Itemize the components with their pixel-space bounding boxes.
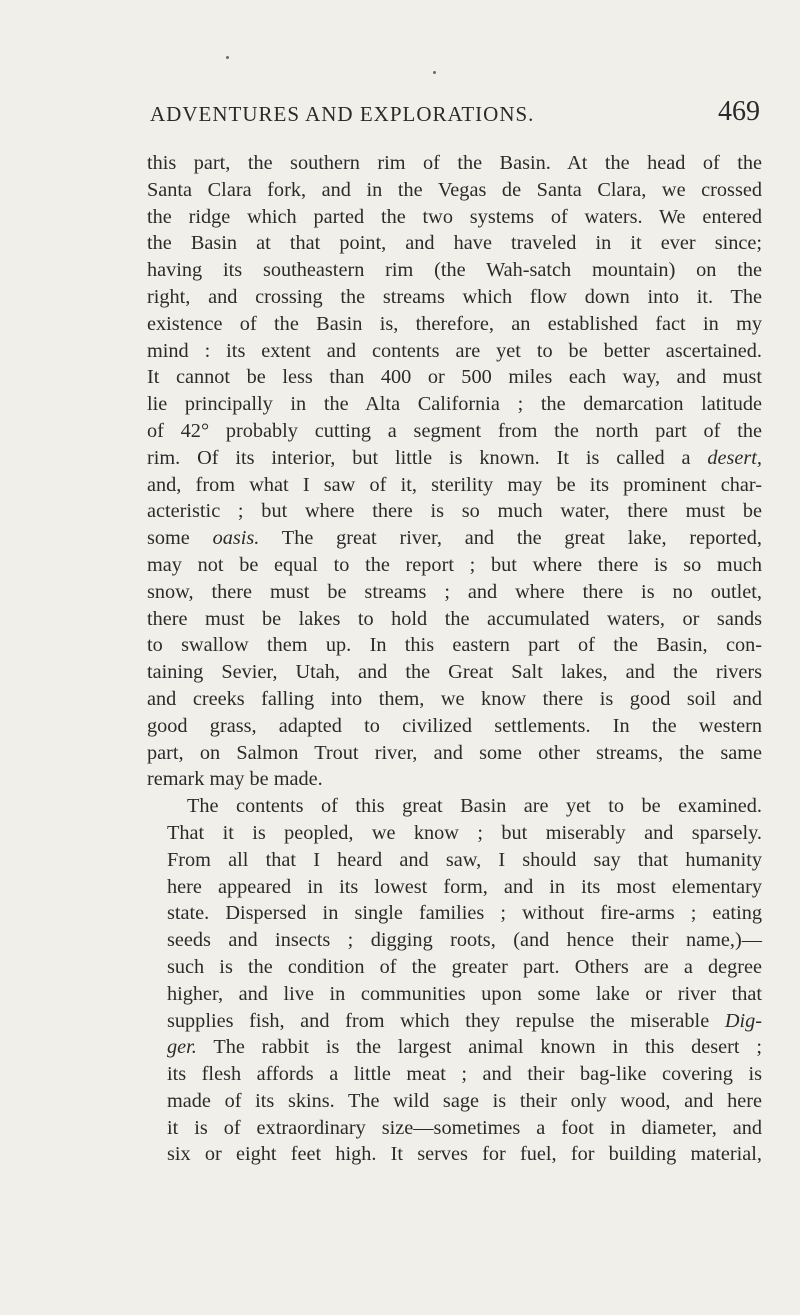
text-line: From all that I heard and saw, I should say that humanity: [167, 848, 762, 871]
text-line: higher, and live in communities upon some lake or river that: [167, 982, 762, 1005]
text-line: the Basin at that point, and have traveled in it ever since;: [147, 232, 762, 255]
text-line: state. Dispersed in single families ; without fire-arms ; eating: [167, 902, 762, 925]
print-speck: [433, 71, 436, 74]
running-head: ADVENTURES AND EXPLORATIONS.: [150, 102, 535, 126]
text-line: here appeared in its lowest form, and in its most elementary: [167, 875, 762, 898]
text-line: rim. Of its interior, but little is known. It is called a desert,: [147, 446, 762, 469]
text-line: The contents of this great Basin are yet to be examined.: [187, 795, 762, 818]
text-line: part, on Salmon Trout river, and some other streams, the same: [147, 741, 762, 764]
text-line: some oasis. The great river, and the great lake, reported,: [147, 527, 762, 550]
text-line: existence of the Basin is, therefore, an established fact in my: [147, 312, 762, 335]
text-line: taining Sevier, Utah, and the Great Salt lakes, and the rivers: [147, 661, 762, 684]
page-header: [150, 96, 760, 136]
text-line: its flesh affords a little meat ; and their bag-like covering is: [167, 1063, 762, 1086]
text-line: it is of extraordinary size—sometimes a foot in diameter, and: [167, 1116, 762, 1139]
print-speck: [226, 56, 229, 59]
text-line: there must be lakes to hold the accumulated waters, or sands: [147, 607, 762, 630]
text-line: remark may be made.: [147, 768, 323, 791]
text-line: made of its skins. The wild sage is their only wood, and here: [167, 1089, 762, 1112]
text-line: lie principally in the Alta California ; the demarcation latitude: [147, 393, 762, 416]
text-line: snow, there must be streams ; and where there is no outlet,: [147, 580, 762, 603]
text-line: to swallow them up. In this eastern part of the Basin, con-: [147, 634, 762, 657]
body-text: [147, 150, 762, 1168]
page-number: 469: [718, 96, 760, 127]
text-line: That it is peopled, we know ; but miserably and sparsely.: [167, 821, 762, 844]
text-line: six or eight feet high. It serves for fuel, for building material,: [167, 1143, 762, 1166]
text-line: and, from what I saw of it, sterility may be its prominent char-: [147, 473, 762, 496]
text-line: and creeks falling into them, we know there is good soil and: [147, 687, 762, 710]
text-line: such is the condition of the greater part. Others are a degree: [167, 955, 762, 978]
text-line: It cannot be less than 400 or 500 miles each way, and must: [147, 366, 762, 389]
text-line: ger. The rabbit is the largest animal known in this desert ;: [167, 1036, 762, 1059]
text-line: of 42° probably cutting a segment from the north part of the: [147, 419, 762, 442]
text-line: having its southeastern rim (the Wah-satch mountain) on the: [147, 259, 762, 282]
text-line: seeds and insects ; digging roots, (and hence their name,)—: [167, 929, 762, 952]
text-line: acteristic ; but where there is so much water, there must be: [147, 500, 762, 523]
text-line: supplies fish, and from which they repulse the miserable Dig-: [167, 1009, 762, 1032]
paragraph-1: [147, 150, 762, 793]
text-line: this part, the southern rim of the Basin. At the head of the: [147, 152, 762, 174]
text-line: right, and crossing the streams which flow down into it. The: [147, 285, 762, 308]
text-line: the ridge which parted the two systems of waters. We entered: [147, 205, 762, 228]
text-line: Santa Clara fork, and in the Vegas de Santa Clara, we crossed: [147, 178, 762, 201]
paragraph-2: [147, 793, 762, 1168]
text-line: good grass, adapted to civilized settlements. In the western: [147, 714, 762, 737]
text-line: may not be equal to the report ; but where there is so much: [147, 553, 762, 576]
text-line: mind : its extent and contents are yet to be better ascertained.: [147, 339, 762, 362]
